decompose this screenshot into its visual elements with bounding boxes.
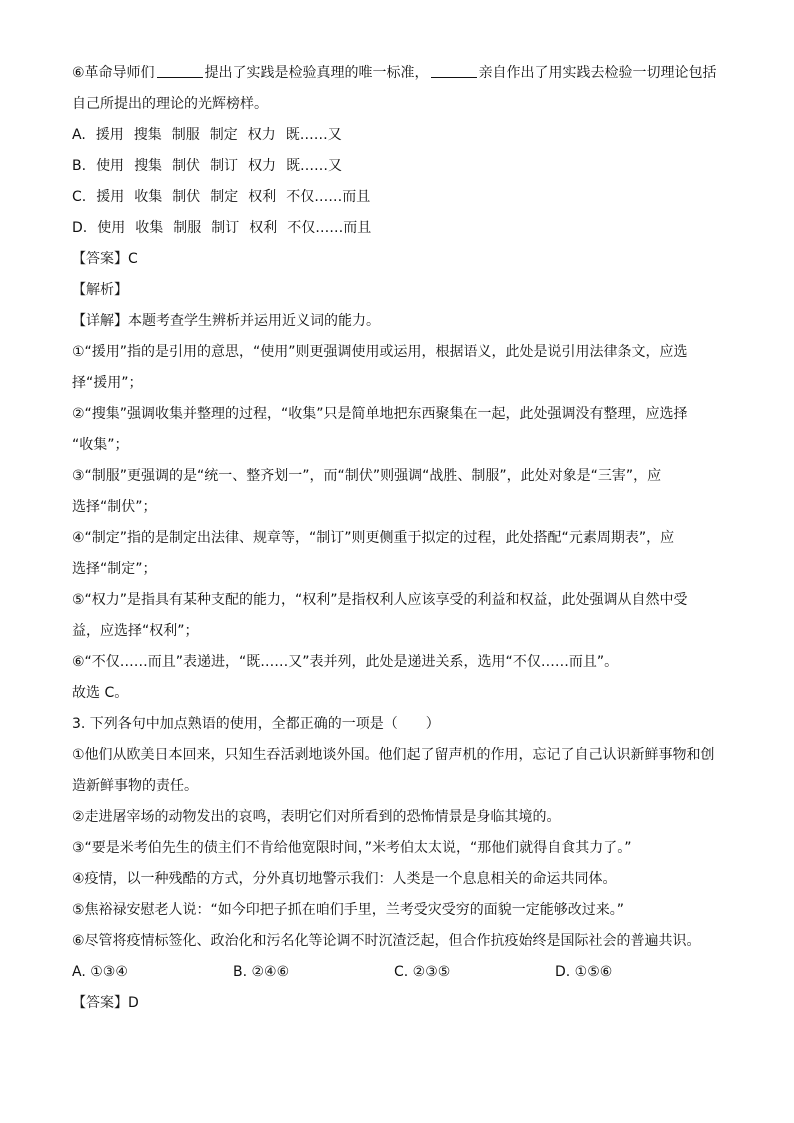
choice-c: C. ②③⑤ [394,964,451,980]
detail-line: 选择“制定”； [72,561,157,577]
option-d [72,213,732,244]
answer-line-1 [72,244,732,275]
question3-line: ⑤焦裕禄安慰老人说：“如今印把子抓在咱们手里，兰考受灾受穷的面貌一定能够改过来。” [72,902,625,918]
detail-line: ③“制服”更强调的是“统一、整齐划一”，而“制伏”则强调“战胜、制服”，此处对象是“三害”，应 [72,468,662,484]
question3-line: ⑥尽管将疫情标签化、政治化和污名化等论调不时沉渣泛起，但合作抗疫始终是国际社会的普遍共识。 [72,933,701,949]
choice-b: B. ②④⑥ [233,964,290,980]
option-word: 制伏 [172,189,201,205]
choice-d: D. ①⑤⑥ [555,964,613,980]
detail-line: 选择“制伏”； [72,499,157,515]
question3-stem: 3. 下列各句中加点熟语的使用，全都正确的一项是（ ） [72,716,440,732]
option-word: 权力 [247,127,276,143]
detail-line: 益，应选择“权利”； [72,623,199,639]
option-word: 搜集 [134,158,163,174]
option-word: 制定 [210,189,239,205]
detail-line: “收集”； [72,437,129,453]
option-label: C. [72,189,87,205]
option-b [72,151,732,182]
detail-line: 择“援用”； [72,375,143,391]
option-word: 不仅……而且 [286,189,371,205]
answer-tag: 【答案】 [72,995,128,1011]
document-page [72,58,732,1019]
detail-line: ④“制定”指的是制定出法律、规章等，“制订”则更侧重于拟定的过程，此处搭配“元素周期表”，应 [72,530,675,546]
option-word: 援用 [96,189,125,205]
option-label: A. [72,127,86,143]
option-word: 权利 [249,220,278,236]
fill-blank-1 [157,63,203,78]
option-word: 制服 [171,127,200,143]
question3-line: ④疫情，以一种残酷的方式，分外真切地警示我们：人类是一个息息相关的命运共同体。 [72,871,617,887]
choice-a: A. ①③④ [72,964,128,980]
option-word: 使用 [97,220,126,236]
detail-line: ⑤“权力”是指具有某种支配的能力，“权利”是指权利人应该享受的利益和权益，此处强调从自然中受 [72,592,688,608]
question3-choices [72,957,732,988]
option-word: 权力 [248,158,277,174]
question6-line2: 自己所提出的理论的光辉榜样。 [72,96,268,112]
answer-value: C [128,251,138,267]
option-c [72,182,732,213]
option-word: 权利 [248,189,277,205]
option-label: B. [72,158,87,174]
option-word: 制订 [211,220,240,236]
question3-line: ①他们从欧美日本回来，只知生吞活剥地谈外国。他们起了留声机的作用，忘记了自己认识新鲜事物和创 [72,747,715,763]
answer-tag: 【答案】 [72,251,128,267]
detail-line: ②“搜集”强调收集并整理的过程，“收集”只是简单地把东西聚集在一起，此处强调没有整理，应选择 [72,406,688,422]
detail-line: ⑥“不仅……而且”表递进，“既……又”表并列，此处是递进关系，选用“不仅……而且”。 [72,654,619,670]
option-word: 援用 [95,127,124,143]
option-word: 使用 [96,158,125,174]
option-word: 收集 [135,220,164,236]
option-word: 搜集 [133,127,162,143]
answer-value: D [128,995,139,1011]
detail-line: 【详解】本题考查学生辨析并运用近义词的能力。 [72,313,380,329]
option-word: 收集 [134,189,163,205]
option-word: 不仅……而且 [287,220,372,236]
option-word: 制伏 [172,158,201,174]
option-word: 制订 [210,158,239,174]
question6-text-b: 提出了实践是检验真理的唯一标准， [204,65,429,81]
question6-text-c: 亲自作出了用实践去检验一切理论包括 [478,65,717,81]
question6-line1 [72,58,732,89]
question3-line: 造新鲜事物的责任。 [72,778,198,794]
option-word: 制定 [209,127,238,143]
option-label: D. [72,220,88,236]
question3-line: ②走进屠宰场的动物发出的哀鸣，表明它们对所看到的恐怖情景是身临其境的。 [72,809,561,825]
question6-text-a: ⑥革命导师们 [72,65,155,81]
detail-line: 故选 C。 [72,685,129,701]
option-word: 既……又 [286,158,343,174]
detail-line: ①“援用”指的是引用的意思，“使用”则更强调使用或运用，根据语义，此处是说引用法律条文，应选 [72,344,688,360]
analysis-tag: 【解析】 [72,282,128,298]
option-a [72,120,732,151]
question3-line: ③“要是米考伯先生的债主们不肯给他宽限时间，”米考伯太太说，“那他们就得自食其力了。” [72,840,632,856]
answer-line-2 [72,988,732,1019]
option-word: 既……又 [285,127,342,143]
fill-blank-2 [431,63,477,78]
option-word: 制服 [173,220,202,236]
